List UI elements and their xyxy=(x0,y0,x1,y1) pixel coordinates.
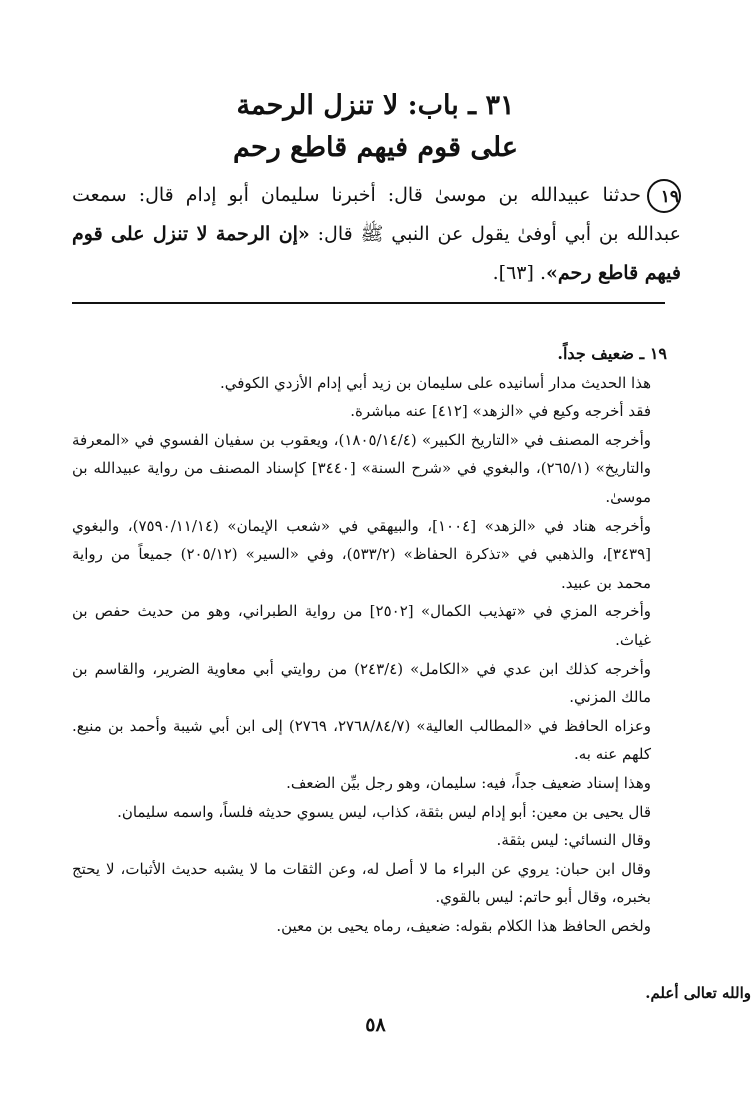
footnote-paragraph: وأخرجه المزي في «تهذيب الكمال» [٢٥٠٢] من رواية الطبراني، وهو من حديث حفص بن غياث. xyxy=(72,602,651,649)
hadith-isnad: حدثنا عبيدالله بن موسىٰ قال: أخبرنا سليمان أبو إدام قال: سمعت عبدالله بن أبي أوفىٰ يقول عن النبي ﷺ قال: xyxy=(72,184,681,245)
hadith-reference: . [٦٣]. xyxy=(492,262,546,284)
footnote-paragraph: وقال ابن حبان: يروي عن البراء ما لا أصل له، وعن الثقات ما لا يشبه حديث الأثبات، لا يحتج بخبره، وقال أبو حاتم: ليس بالقوي. xyxy=(72,859,651,907)
hadith-text xyxy=(72,176,681,293)
footnote-paragraph: وعزاه الحافظ في «المطالب العالية» (٢٧٦٨/٨٤/٧، ٢٧٦٩) إلى ابن أبي شيبة وأحمد بن منيع. كلهم عنه به. xyxy=(72,716,652,764)
closing-phrase: والله تعالى أعلم. xyxy=(645,984,751,1002)
footnote-paragraph: ولخص الحافظ هذا الكلام بقوله: ضعيف، رماه يحيى بن معين. xyxy=(276,916,651,935)
footnote-paragraph: هذا الحديث مدار أسانيده على سليمان بن زيد أبي إدام الأزدي الكوفي. xyxy=(219,373,651,392)
hadith-number-badge: ١٩ xyxy=(647,179,681,213)
footnote-paragraph: وأخرجه كذلك ابن عدي في «الكامل» (٢٤٣/٤) من روايتي أبي معاوية الضرير، والقاسم بن مالك المزني. xyxy=(72,659,651,707)
page-number: ٥٨ xyxy=(365,1014,386,1036)
footnote-paragraph: وأخرجه هناد في «الزهد» [١٠٠٤]، والبيهقي في «شعب الإيمان» (٧٥٩٠/١١/١٤)، والبغوي [٣٤٣٩]، والذهبي في «تذكرة الحفاظ» (٥٣٣/٢)، وفي «السير» (٢٠٥/١٢) جميعاً من رواية محمد بن عبيد. xyxy=(72,516,652,592)
footnotes xyxy=(72,340,667,940)
chapter-title-line1: ٣١ ـ باب: لا تنزل الرحمة xyxy=(236,90,515,121)
footnote-paragraph: وأخرجه المصنف في «التاريخ الكبير» (١٨٠٥/١٤/٤)، ويعقوب بن سفيان الفسوي في «المعرفة والتاريخ» (٢٦٥/١)، والبغوي في «شرح السنة» [٣٤٤٠] كإسناد المصنف من رواية عبيدالله بن موسىٰ. xyxy=(72,430,651,506)
footnote-paragraph: وقال النسائي: ليس بثقة. xyxy=(496,831,651,850)
hadith-matn: «إن الرحمة لا تنزل على قوم فيهم قاطع رحم» xyxy=(72,223,681,284)
footnote-paragraph: قال يحيى بن معين: أبو إدام ليس بثقة، كذاب، ليس يسوي حديثه فلساً، واسمه سليمان. xyxy=(117,802,651,821)
chapter-title-line2: على قوم فيهم قاطع رحم xyxy=(233,132,518,163)
separator-rule xyxy=(72,302,665,304)
footnote-heading: ١٩ ـ ضعيف جداً. xyxy=(557,344,667,363)
footnote-paragraph: فقد أخرجه وكيع في «الزهد» [٤١٢] عنه مباشرة. xyxy=(350,402,651,421)
footnote-paragraph: وهذا إسناد ضعيف جداً، فيه: سليمان، وهو رجل بيِّن الضعف. xyxy=(286,773,651,792)
